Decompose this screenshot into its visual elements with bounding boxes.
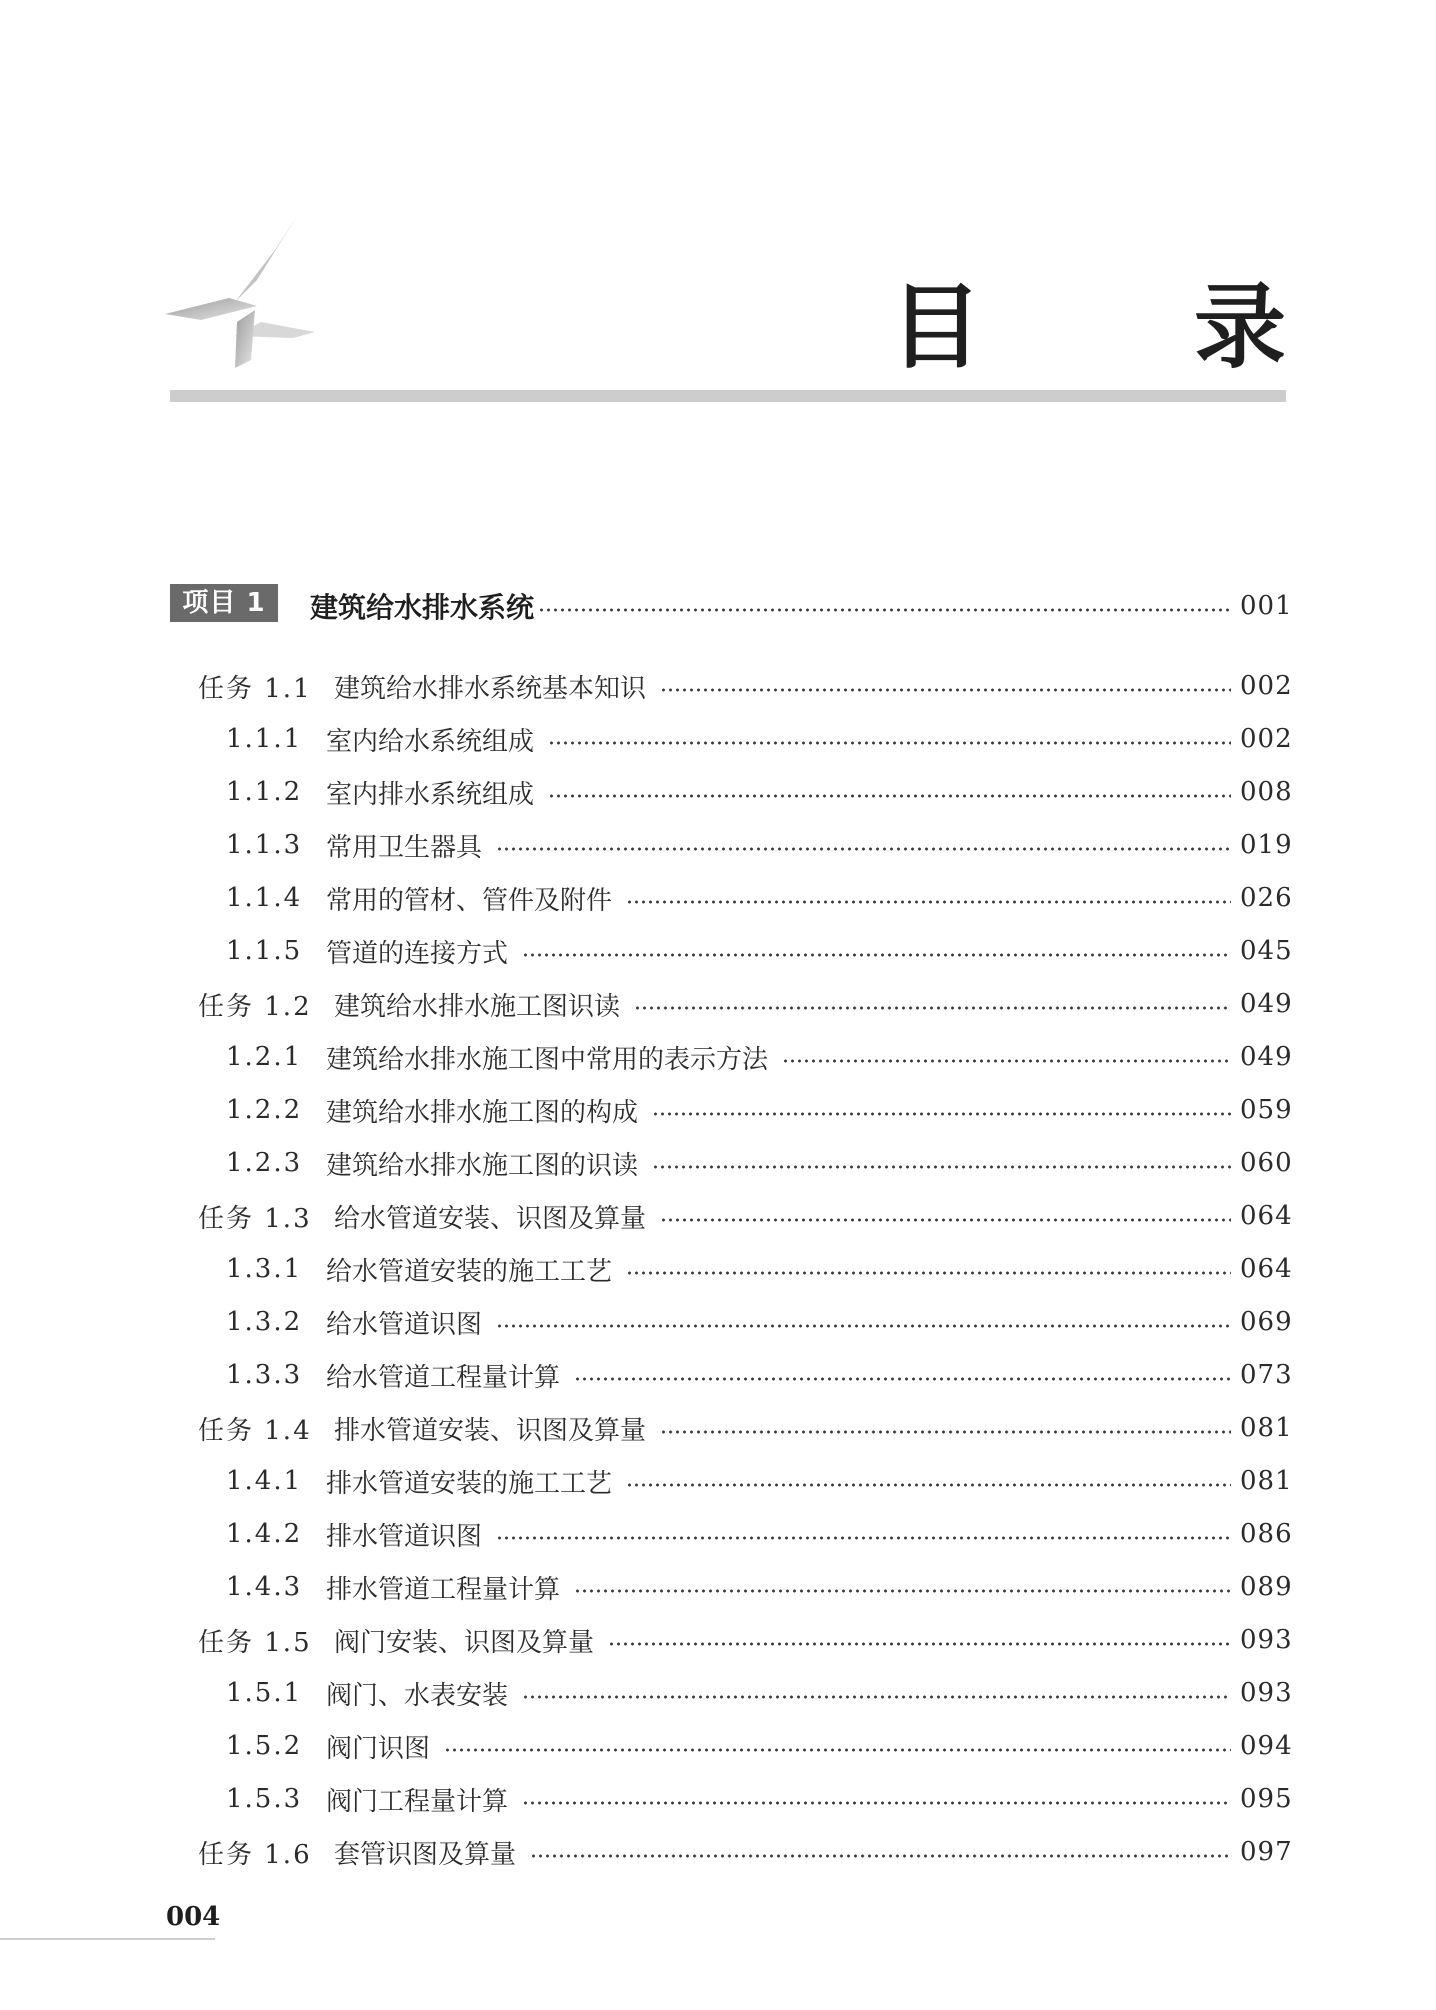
entry-label: 室内给水系统组成 <box>326 726 535 757</box>
entry-number: 1.3.2 <box>226 1307 303 1337</box>
entry-label: 阀门识图 <box>326 1733 431 1764</box>
page-ref: 086 <box>1240 1519 1293 1549</box>
dot-leader <box>626 1483 1231 1487</box>
toc-heading: 目 录 <box>889 274 1346 381</box>
toc-entry[interactable] <box>0 825 1436 865</box>
entry-label: 给水管道安装的施工工艺 <box>326 1256 613 1287</box>
dot-leader <box>522 953 1231 957</box>
dot-leader <box>608 1642 1231 1646</box>
dot-leader <box>626 900 1231 904</box>
dot-leader <box>548 741 1231 745</box>
entry-number: 1.2.1 <box>226 1042 303 1072</box>
dot-leader <box>538 608 1231 612</box>
toc-entry[interactable] <box>0 1832 1436 1872</box>
toc-entry[interactable] <box>0 1514 1436 1554</box>
toc-entry[interactable] <box>0 719 1436 759</box>
dot-leader <box>660 1430 1231 1434</box>
page-ref: 060 <box>1240 1148 1293 1178</box>
dot-leader <box>782 1059 1231 1063</box>
page-ref: 002 <box>1240 671 1293 701</box>
page-ref: 093 <box>1240 1625 1293 1655</box>
entry-label: 套管识图及算量 <box>334 1839 517 1870</box>
project-badge: 项目 1 <box>170 584 278 622</box>
entry-number: 1.3.1 <box>226 1254 303 1284</box>
dot-leader <box>530 1854 1231 1858</box>
toc-entry[interactable] <box>0 1037 1436 1077</box>
page-ref: 081 <box>1240 1466 1293 1496</box>
heading-rule <box>170 390 1286 402</box>
toc-entry[interactable] <box>0 1567 1436 1607</box>
page-ref: 081 <box>1240 1413 1293 1443</box>
entry-number: 任务 1.1 <box>198 673 312 704</box>
page-ref: 002 <box>1240 724 1293 754</box>
page-ref: 019 <box>1240 830 1293 860</box>
entry-label: 建筑给水排水施工图的构成 <box>326 1097 639 1128</box>
page-ref: 059 <box>1240 1095 1293 1125</box>
entry-label: 排水管道工程量计算 <box>326 1574 561 1605</box>
entry-number: 1.5.2 <box>226 1731 303 1761</box>
entry-number: 1.1.1 <box>226 724 303 754</box>
entry-label: 阀门安装、识图及算量 <box>334 1627 595 1658</box>
page-ref: 045 <box>1240 936 1293 966</box>
entry-label: 给水管道安装、识图及算量 <box>334 1203 647 1234</box>
entry-number: 1.1.2 <box>226 777 303 807</box>
entry-label: 排水管道安装、识图及算量 <box>334 1415 647 1446</box>
project-label: 建筑给水排水系统 <box>310 591 535 624</box>
entry-label: 阀门、水表安装 <box>326 1680 509 1711</box>
dot-leader <box>660 688 1231 692</box>
dot-leader <box>548 794 1231 798</box>
toc-entry[interactable] <box>0 1355 1436 1395</box>
entry-number: 1.4.2 <box>226 1519 303 1549</box>
dot-leader <box>522 1801 1231 1805</box>
entry-number: 任务 1.3 <box>198 1203 312 1234</box>
entry-number: 1.5.1 <box>226 1678 303 1708</box>
entry-number: 1.4.1 <box>226 1466 303 1496</box>
dot-leader <box>496 1324 1231 1328</box>
dot-leader <box>522 1695 1231 1699</box>
page-ref: 064 <box>1240 1201 1293 1231</box>
page-ref: 049 <box>1240 1042 1293 1072</box>
page-ref: 097 <box>1240 1837 1293 1867</box>
page-ref: 008 <box>1240 777 1293 807</box>
page-ref: 073 <box>1240 1360 1293 1390</box>
page-ref: 026 <box>1240 883 1293 913</box>
entry-number: 1.4.3 <box>226 1572 303 1602</box>
entry-number: 1.1.5 <box>226 936 303 966</box>
entry-label: 阀门工程量计算 <box>326 1786 509 1817</box>
entry-number: 1.1.4 <box>226 883 303 913</box>
entry-label: 建筑给水排水系统基本知识 <box>334 673 647 704</box>
page-ref: 095 <box>1240 1784 1293 1814</box>
entry-label: 室内排水系统组成 <box>326 779 535 810</box>
entry-label: 排水管道识图 <box>326 1521 483 1552</box>
entry-number: 任务 1.2 <box>198 991 312 1022</box>
entry-label: 常用卫生器具 <box>326 832 483 863</box>
page-number: 004 <box>166 1902 221 1932</box>
dot-leader <box>634 1006 1231 1010</box>
entry-number: 1.1.3 <box>226 830 303 860</box>
toc-entry[interactable] <box>0 984 1436 1024</box>
entry-label: 建筑给水排水施工图识读 <box>334 991 621 1022</box>
toc-project-row[interactable] <box>0 586 1436 626</box>
entry-label: 排水管道安装的施工工艺 <box>326 1468 613 1499</box>
dot-leader <box>652 1165 1231 1169</box>
toc-entry[interactable] <box>0 1726 1436 1766</box>
toc-entry[interactable] <box>0 1673 1436 1713</box>
dot-leader <box>626 1271 1231 1275</box>
entry-number: 1.3.3 <box>226 1360 303 1390</box>
toc-entry[interactable] <box>0 1143 1436 1183</box>
dot-leader <box>444 1748 1231 1752</box>
entry-number: 1.2.2 <box>226 1095 303 1125</box>
pinwheel-logo-icon <box>165 210 325 370</box>
toc-entry[interactable] <box>0 1196 1436 1236</box>
dot-leader <box>496 1536 1231 1540</box>
page-ref: 001 <box>1240 591 1293 621</box>
toc-entry[interactable] <box>0 931 1436 971</box>
entry-label: 常用的管材、管件及附件 <box>326 885 613 916</box>
page-ref: 093 <box>1240 1678 1293 1708</box>
dot-leader <box>574 1589 1231 1593</box>
entry-number: 任务 1.4 <box>198 1415 312 1446</box>
entry-label: 建筑给水排水施工图的识读 <box>326 1150 639 1181</box>
page-ref: 089 <box>1240 1572 1293 1602</box>
dot-leader <box>652 1112 1231 1116</box>
entry-number: 任务 1.5 <box>198 1627 312 1658</box>
entry-number: 1.2.3 <box>226 1148 303 1178</box>
entry-number: 1.5.3 <box>226 1784 303 1814</box>
toc-entry[interactable] <box>0 1461 1436 1501</box>
toc-entry[interactable] <box>0 1249 1436 1289</box>
entry-number: 任务 1.6 <box>198 1839 312 1870</box>
page-ref: 049 <box>1240 989 1293 1019</box>
dot-leader <box>574 1377 1231 1381</box>
entry-label: 建筑给水排水施工图中常用的表示方法 <box>326 1044 769 1075</box>
toc-entry[interactable] <box>0 878 1436 918</box>
entry-label: 给水管道识图 <box>326 1309 483 1340</box>
page-ref: 064 <box>1240 1254 1293 1284</box>
toc-entry[interactable] <box>0 666 1436 706</box>
toc-entry[interactable] <box>0 1302 1436 1342</box>
toc-entry[interactable] <box>0 1620 1436 1660</box>
page-ref: 094 <box>1240 1731 1293 1761</box>
dot-leader <box>496 847 1231 851</box>
page-ref: 069 <box>1240 1307 1293 1337</box>
toc-entry[interactable] <box>0 1408 1436 1448</box>
footer-rule <box>0 1938 215 1940</box>
toc-entry[interactable] <box>0 1090 1436 1130</box>
entry-label: 管道的连接方式 <box>326 938 509 969</box>
toc-entry[interactable] <box>0 772 1436 812</box>
entry-label: 给水管道工程量计算 <box>326 1362 561 1393</box>
toc-entry[interactable] <box>0 1779 1436 1819</box>
dot-leader <box>660 1218 1231 1222</box>
